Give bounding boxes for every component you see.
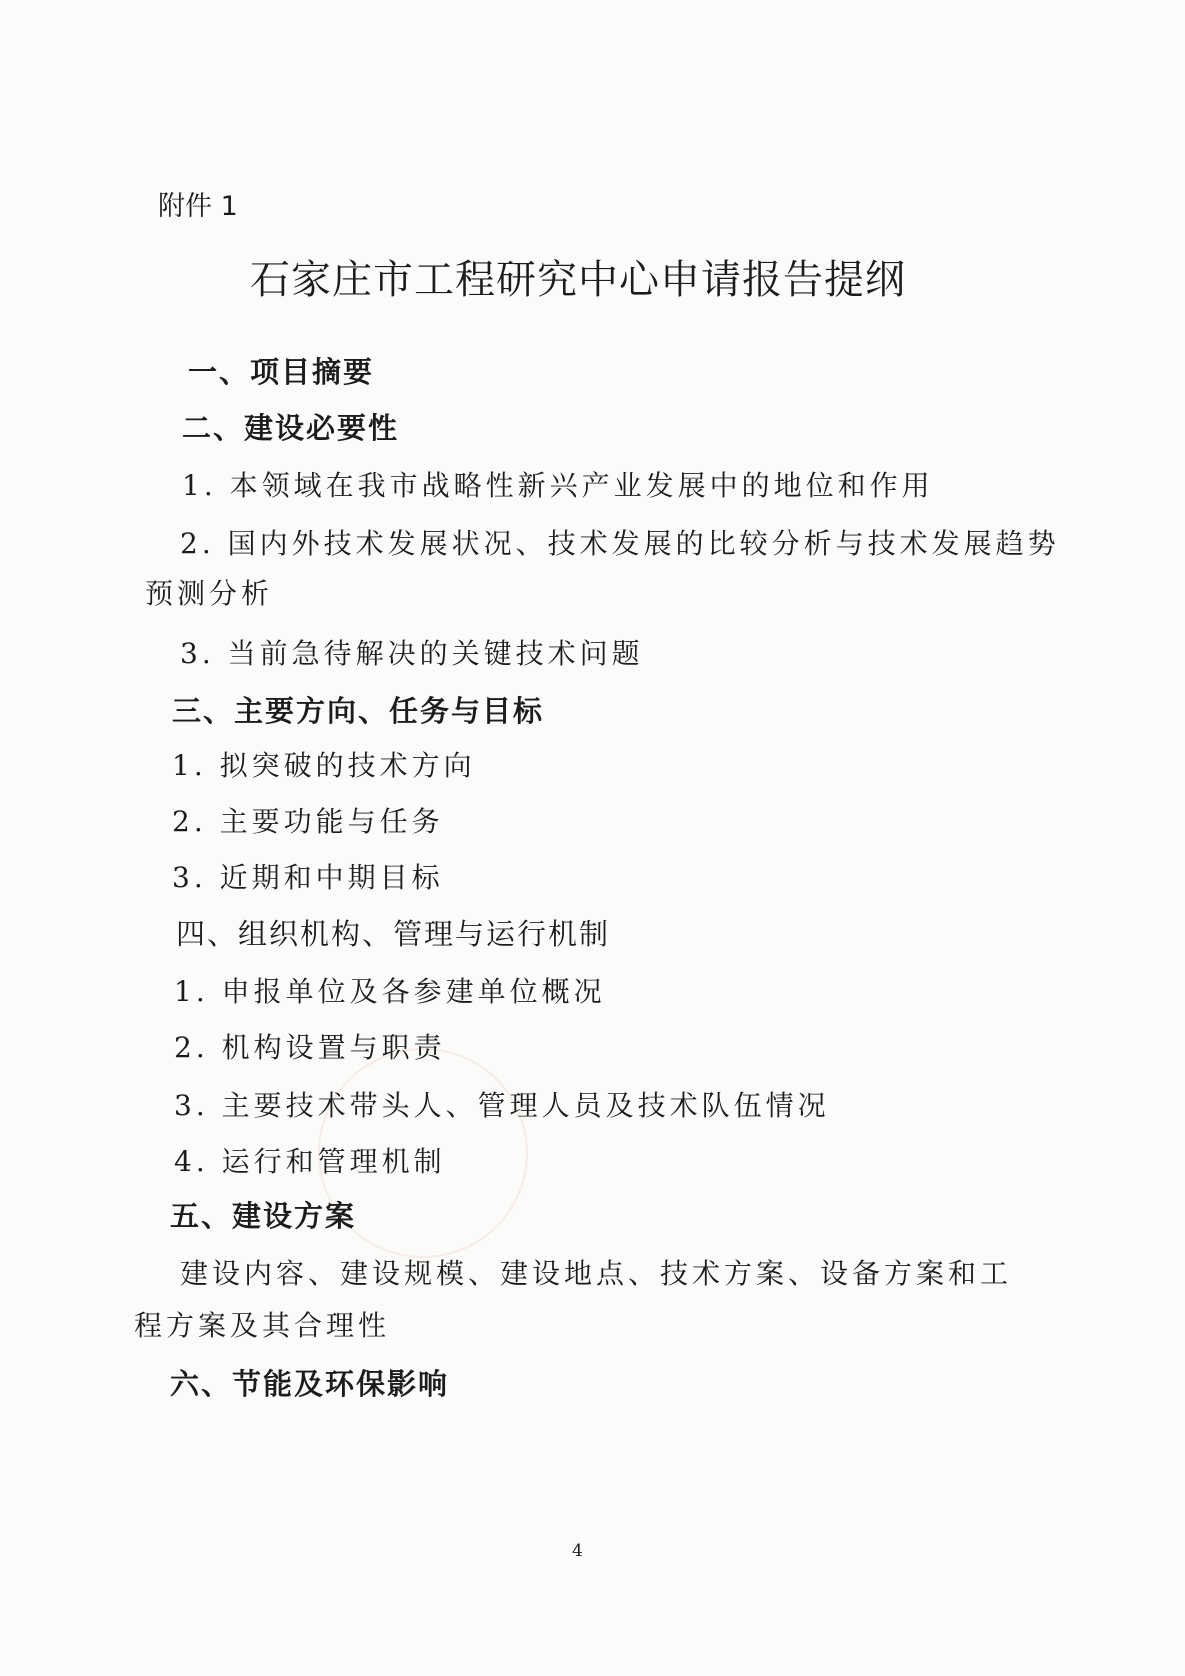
document-title: 石家庄市工程研究中心申请报告提纲 [250, 257, 906, 303]
outline-item: 3. 近期和中期目标 [172, 861, 444, 894]
body-paragraph-continued: 程方案及其合理性 [134, 1309, 391, 1342]
outline-item: 2. 机构设置与职责 [174, 1031, 446, 1064]
outline-item: 3. 主要技术带头人、管理人员及技术队伍情况 [174, 1089, 830, 1122]
section-heading: 二、建设必要性 [182, 411, 400, 445]
section-heading: 六、节能及环保影响 [170, 1367, 450, 1401]
body-paragraph: 建设内容、建设规模、建设地点、技术方案、设备方案和工 [180, 1257, 1013, 1290]
section-heading: 一、项目摘要 [188, 355, 375, 389]
outline-item-continued: 预测分析 [145, 577, 274, 610]
section-heading: 五、建设方案 [170, 1199, 357, 1233]
attachment-label: 附件 1 [158, 191, 238, 222]
outline-item: 1. 拟突破的技术方向 [172, 749, 476, 782]
section-heading: 四、组织机构、管理与运行机制 [176, 917, 611, 951]
outline-item: 2. 主要功能与任务 [172, 805, 444, 838]
outline-item: 3. 当前急待解决的关键技术问题 [180, 637, 644, 670]
outline-item: 4. 运行和管理机制 [174, 1145, 446, 1178]
page-number: 4 [572, 1541, 583, 1561]
outline-item: 1. 本领域在我市战略性新兴产业发展中的地位和作用 [182, 469, 934, 502]
outline-item: 1. 申报单位及各参建单位概况 [174, 975, 606, 1008]
section-heading: 三、主要方向、任务与目标 [172, 694, 545, 728]
outline-item: 2. 国内外技术发展状况、技术发展的比较分析与技术发展趋势 [180, 527, 1060, 560]
